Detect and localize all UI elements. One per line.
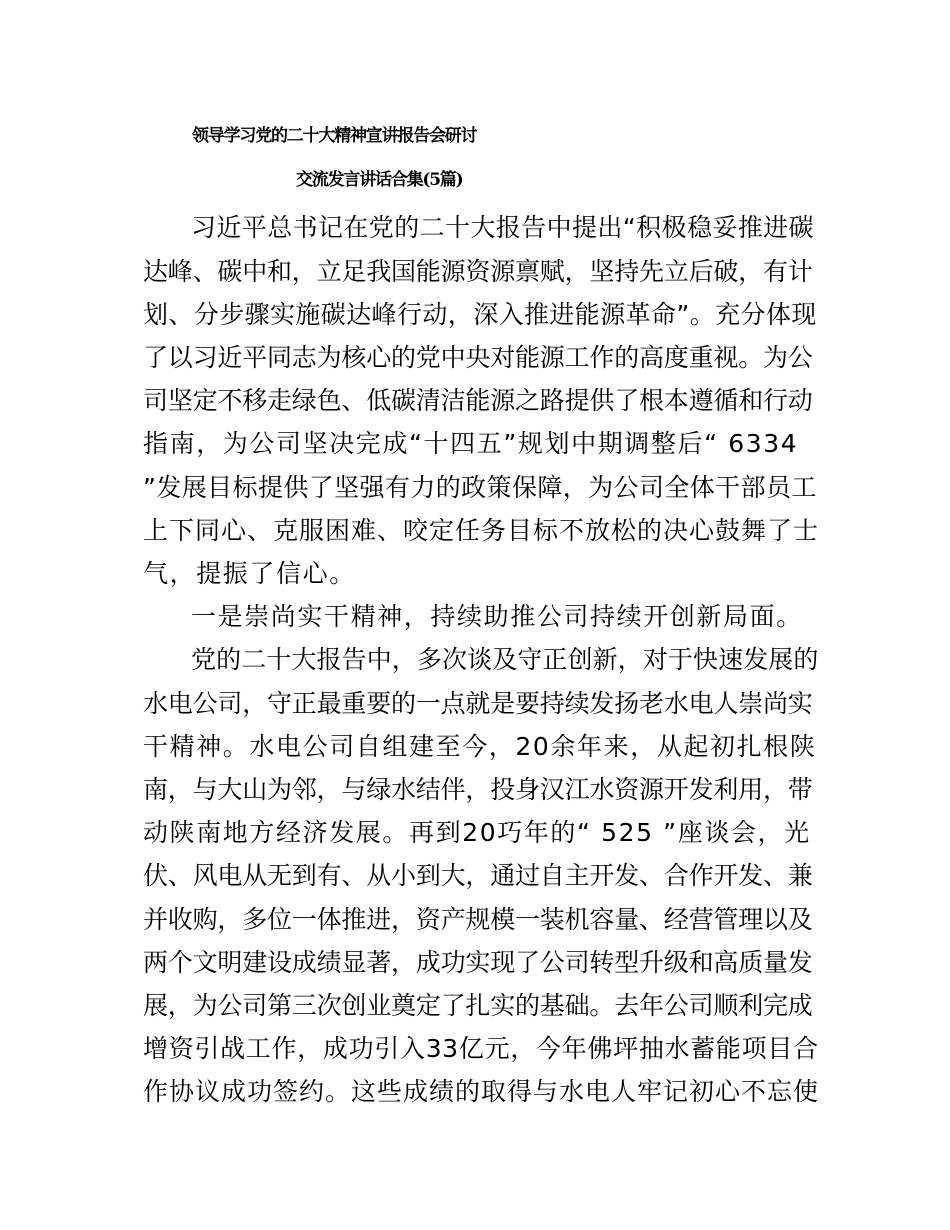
- paragraph-line: 划、分步骤实施碳达峰行动，深入推进能源革命”。充分体现: [143, 300, 817, 329]
- paragraph-line: 并收购，多位一体推进，资产规模一装机容量、经营管理以及: [143, 905, 813, 934]
- paragraph-line: 上下同心、克服困难、咬定任务目标不放松的决心鼓舞了士: [143, 516, 820, 545]
- paragraph-line: 了以习近平同志为核心的党中央对能源工作的高度重视。为公: [143, 343, 813, 372]
- paragraph-line: 党的二十大报告中，多次谈及守正创新，对于快速发展的: [191, 645, 819, 674]
- document-title-line-1: 领导学习党的二十大精神宣讲报告会研讨: [192, 126, 477, 146]
- paragraph-line: 习近平总书记在党的二十大报告中提出“积极稳妥推进碳: [191, 213, 814, 242]
- paragraph-line: 作协议成功签约。这些成绩的取得与水电人牢记初心不忘使: [143, 1077, 820, 1106]
- paragraph-line: 动陕南地方经济发展。再到20巧年的“ 525 ”座谈会，光: [143, 818, 811, 847]
- paragraph-line: 水电公司，守正最重要的一点就是要持续发扬老水电人崇尚实: [143, 689, 813, 718]
- paragraph-line: 达峰、碳中和，立足我国能源资源禀赋，坚持先立后破，有计: [143, 257, 813, 286]
- document-title-line-2: 交流发言讲话合集(5篇): [296, 170, 463, 190]
- paragraph-line: 展，为公司第三次创业奠定了扎实的基础。去年公司顺利完成: [143, 991, 813, 1020]
- paragraph-line: 两个文明建设成绩显著，成功实现了公司转型升级和高质量发: [143, 948, 813, 977]
- paragraph-line: 南，与大山为邻，与绿水结伴，投身汉江水资源开发利用，带: [143, 775, 813, 804]
- paragraph-line: 干精神。水电公司自组建至今，20余年来，从起初扎根陕: [143, 732, 817, 761]
- paragraph-line: 气，提振了信心。: [143, 559, 356, 588]
- paragraph-line: 增资引战工作，成功引入33亿元，今年佛坪抽水蓄能项目合: [143, 1034, 819, 1063]
- paragraph-line: 伏、风电从无到有、从小到大，通过自主开发、合作开发、兼: [143, 861, 813, 890]
- paragraph-line: 司坚定不移走绿色、低碳清洁能源之路提供了根本遵循和行动: [143, 386, 813, 415]
- paragraph-line: ”发展目标提供了坚强有力的政策保障，为公司全体干部员工: [143, 473, 817, 502]
- section-heading: 一是崇尚实干精神，持续助推公司持续开创新局面。: [191, 602, 803, 631]
- paragraph-line: 指南，为公司坚决完成“十四五”规划中期调整后“ 6334: [143, 429, 799, 458]
